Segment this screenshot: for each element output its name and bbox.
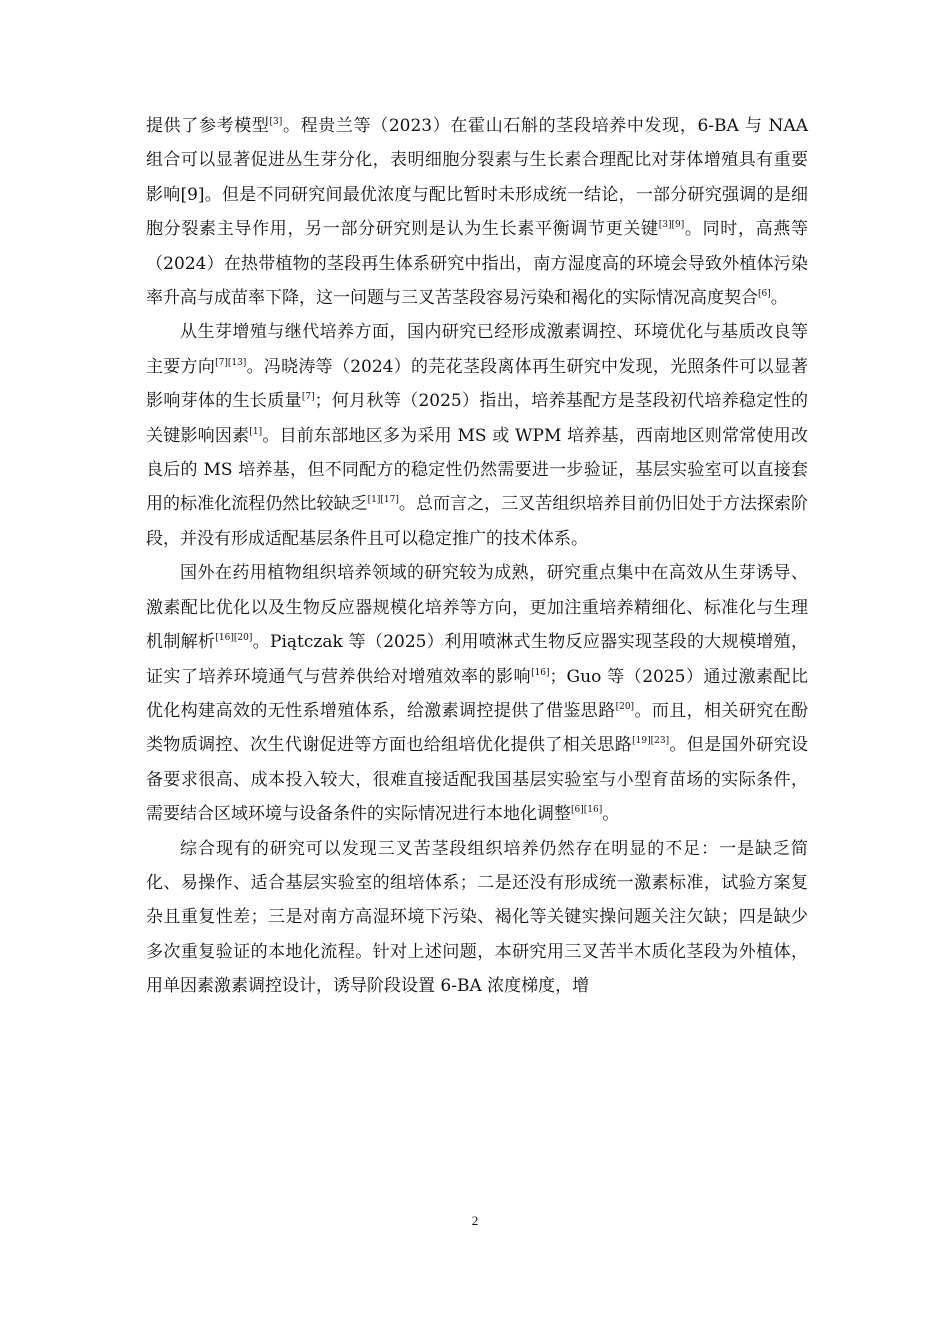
paragraph	[146, 832, 808, 1004]
text-run: 。而且，相关研究在酚类物质调控、次生代谢促进等方面也给组培优化提供了相关思路	[146, 700, 809, 756]
text-run: ；Guo 等（2025）通过激素配比优化构建高效的无性系增殖体系，给激素调控提供了借鉴思路	[146, 666, 809, 721]
citation-ref: [1][17]	[367, 495, 399, 506]
citation-ref: [1]	[249, 426, 263, 437]
text-run: 。同时，高燕等（2024）在热带植物的茎段再生体系研究中指出，南方湿度高的环境会导致外植体污染率升高与成苗率下降，这一问题与三叉苦茎段容易污染和褐化的实际情况高度契合	[146, 219, 808, 309]
citation-ref: [6]	[758, 289, 771, 300]
citation-ref: [7]	[301, 392, 315, 403]
text-run: 。	[602, 804, 620, 825]
body-text	[146, 109, 808, 1004]
citation-ref: [3]	[269, 117, 283, 127]
text-run: 综合现有的研究可以发现三叉苦茎段组织培养仍然存在明显的不足：一是缺乏简化、易操作、适合基层实验室的组培体系；二是还没有形成统一激素标准，试验方案复杂且重复性差；三是对南方高湿环境下污染、褐化等关键实操问题关注欠缺；四是缺少多次重复验证的本地化流程。针对上述问题，本研究用三叉苦半木质化茎段为外植体，用单因素激素调控设计，诱导阶段设置 6-BA 浓度梯度，增	[146, 838, 808, 997]
text-run: 。冯晓涛等（2024）的芫花茎段离体再生研究中发现，光照条件可以显著影响芽体的生长质量	[146, 356, 809, 412]
text-run: 。	[770, 288, 788, 309]
paragraph	[146, 556, 808, 831]
citation-ref: [16]	[531, 667, 550, 678]
citation-ref: [6][16]	[571, 805, 603, 816]
paragraph	[146, 109, 808, 315]
text-run: 提供了参考模型	[146, 116, 270, 136]
page-number: 2	[471, 1213, 479, 1228]
text-run: 。Piątczak 等（2025）利用喷淋式生物反应器实现茎段的大规模增殖，证实了培养环境通气与营养供给对增殖效率的影响	[146, 632, 808, 687]
citation-ref: [20]	[615, 701, 635, 712]
text-run: 。目前东部地区多为采用 MS 或 WPM 培养基，西南地区则常常使用改良后的 MS 培养基，但不同配方的稳定性仍然需要进一步验证，基层实验室可以直接套用的标准化流程仍然比较缺乏	[146, 425, 808, 515]
citation-ref: [19][23]	[632, 736, 670, 747]
text-run: 。但是国外研究设备要求很高、成本投入较大，很难直接适配我国基层实验室与小型育苗场的实际条件，需要结合区域环境与设备条件的实际情况进行本地化调整	[146, 735, 809, 825]
text-run: 。程贵兰等（2023）在霍山石斛的茎段培养中发现，6-BA 与 NAA 组合可以显著促进丛生芽分化，表明细胞分裂素与生长素合理配比对芽体增殖具有重要影响[9]。但是不同研究间最优浓度与配比暂时未形成统一结论，一部分研究强调的是细胞分裂素主导作用，另一部分研究则是认为生长素平衡调节更关键	[146, 116, 808, 240]
paragraph	[146, 315, 808, 556]
citation-ref: [3][9]	[658, 220, 685, 231]
text-run: ；何月秋等（2025）指出，培养基配方是茎段初代培养稳定性的关键影响因素	[146, 391, 809, 446]
text-run: 国外在药用植物组织培养领域的研究较为成熟，研究重点集中在高效从生芽诱导、激素配比优化以及生物反应器规模化培养等方向，更加注重培养精细化、标准化与生理机制解析	[146, 563, 808, 653]
text-run: 从生芽增殖与继代培养方面，国内研究已经形成激素调控、环境优化与基质改良等主要方向	[146, 322, 808, 377]
citation-ref: [7][13]	[215, 357, 247, 368]
citation-ref: [16][20]	[215, 633, 253, 644]
text-run: 。总而言之，三叉苦组织培养目前仍旧处于方法探索阶段，并没有形成适配基层条件且可以稳定推广的技术体系。	[146, 494, 809, 549]
